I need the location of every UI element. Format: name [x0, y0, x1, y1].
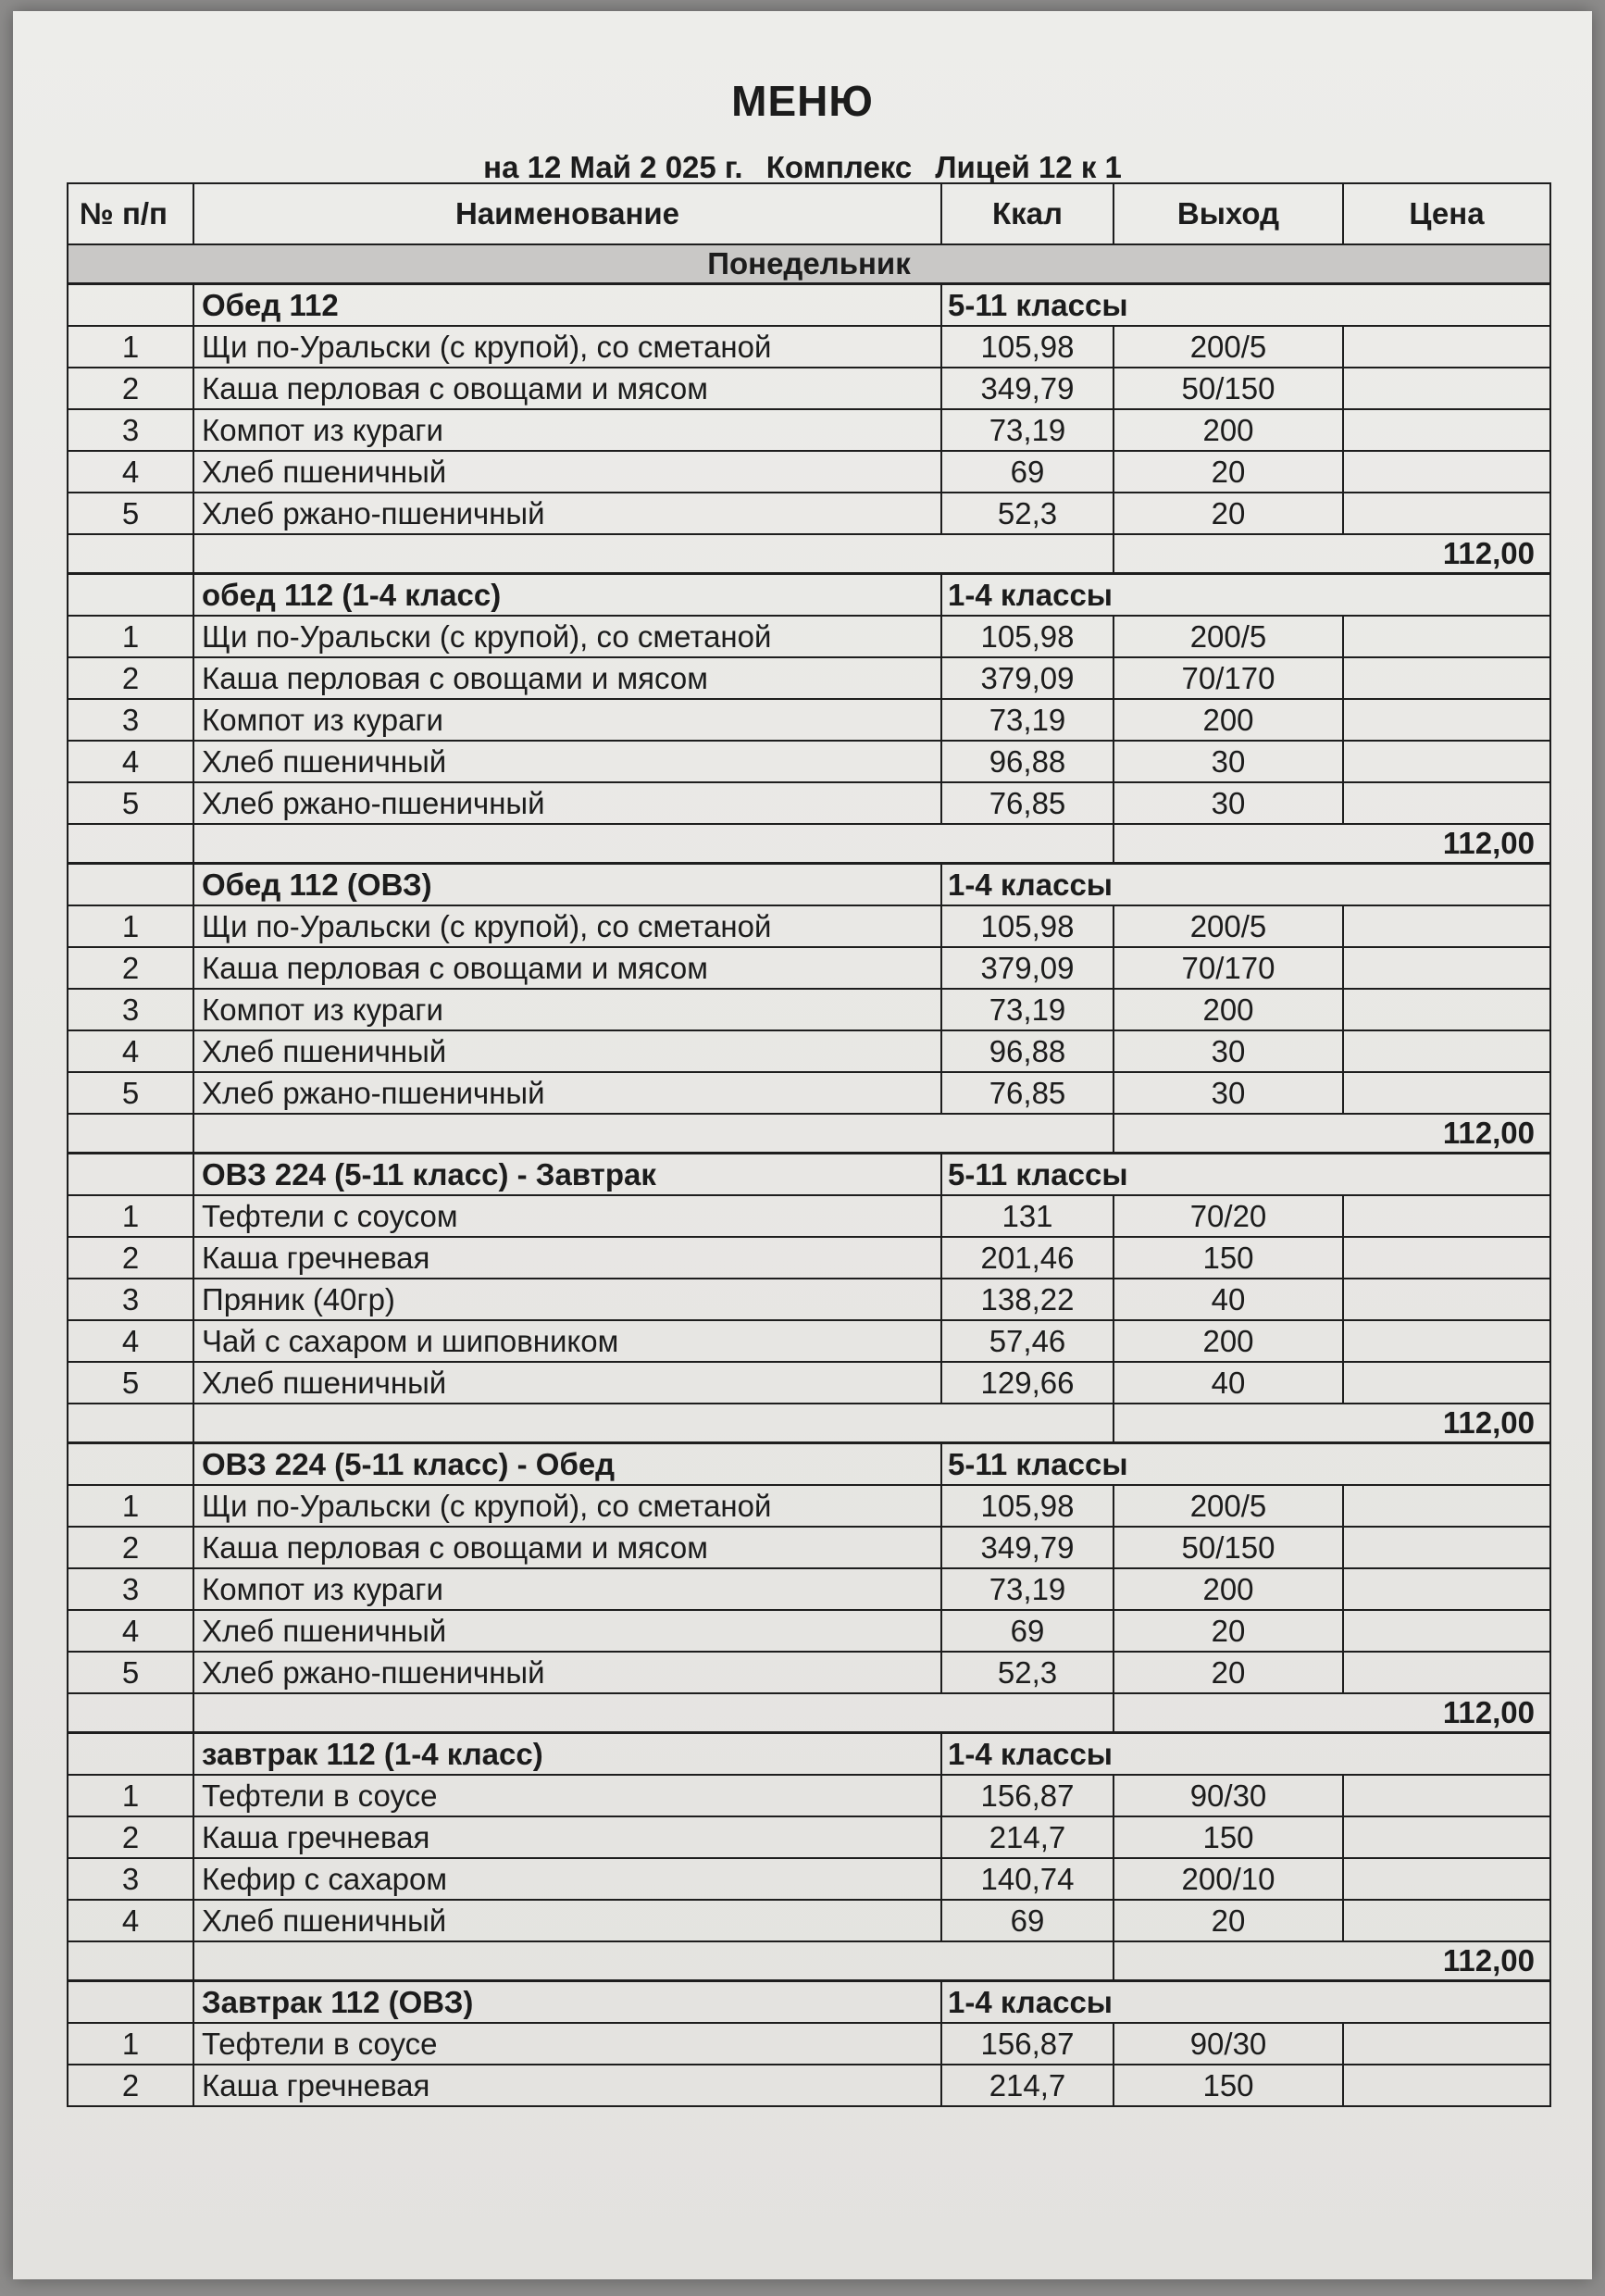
item-output: 70/20: [1114, 1195, 1343, 1237]
header-name: Наименование: [193, 183, 941, 244]
item-number: 5: [68, 782, 193, 824]
group-name: Обед 112: [193, 284, 941, 327]
item-number: 2: [68, 1816, 193, 1858]
item-kcal: 73,19: [941, 1568, 1114, 1610]
item-name: Хлеб пшеничный: [193, 451, 941, 493]
table-row: [68, 1320, 1550, 1362]
item-price: [1343, 1279, 1550, 1320]
item-output: 200/5: [1114, 616, 1343, 657]
group-name: ОВЗ 224 (5-11 класс) - Обед: [193, 1443, 941, 1486]
table-row: [68, 1900, 1550, 1941]
header-num: № п/п: [68, 183, 193, 244]
group-total-price: 112,00: [1114, 1404, 1550, 1443]
item-output: 200/5: [1114, 326, 1343, 368]
total-empty-cell: [68, 824, 193, 864]
group-name: Завтрак 112 (ОВЗ): [193, 1981, 941, 2024]
group-total-price: 112,00: [1114, 1693, 1550, 1733]
item-kcal: 96,88: [941, 741, 1114, 782]
complex-label: Комплекс: [765, 150, 913, 184]
table-row: [68, 1858, 1550, 1900]
group-classes: 1-4 классы: [941, 1981, 1550, 2024]
item-number: 1: [68, 616, 193, 657]
item-price: [1343, 741, 1550, 782]
page-title: МЕНЮ: [731, 77, 874, 125]
group-name: ОВЗ 224 (5-11 класс) - Завтрак: [193, 1154, 941, 1196]
item-output: 200: [1114, 699, 1343, 741]
group-num-cell: [68, 574, 193, 617]
table-row: [68, 1816, 1550, 1858]
item-kcal: 105,98: [941, 905, 1114, 947]
item-output: 200/5: [1114, 905, 1343, 947]
item-number: 4: [68, 1030, 193, 1072]
item-price: [1343, 947, 1550, 989]
table-row: [68, 451, 1550, 493]
item-number: 5: [68, 1652, 193, 1693]
item-number: 3: [68, 699, 193, 741]
item-output: 90/30: [1114, 1775, 1343, 1816]
item-output: 200: [1114, 409, 1343, 451]
item-kcal: 131: [941, 1195, 1114, 1237]
item-name: Тефтели в соусе: [193, 2023, 941, 2065]
group-classes: 1-4 классы: [941, 574, 1550, 617]
table-row: [68, 2023, 1550, 2065]
item-price: [1343, 409, 1550, 451]
item-name: Хлеб ржано-пшеничный: [193, 493, 941, 534]
total-empty-cell: [68, 1114, 193, 1154]
item-output: 40: [1114, 1362, 1343, 1404]
item-output: 70/170: [1114, 657, 1343, 699]
item-price: [1343, 1652, 1550, 1693]
item-price: [1343, 1568, 1550, 1610]
item-kcal: 76,85: [941, 782, 1114, 824]
item-name: Щи по-Уральски (с крупой), со сметаной: [193, 905, 941, 947]
header-kcal: Ккал: [941, 183, 1114, 244]
item-number: 1: [68, 326, 193, 368]
item-price: [1343, 1030, 1550, 1072]
item-number: 4: [68, 741, 193, 782]
item-name: Компот из кураги: [193, 989, 941, 1030]
item-name: Тефтели с соусом: [193, 1195, 941, 1237]
item-kcal: 73,19: [941, 989, 1114, 1030]
item-number: 2: [68, 368, 193, 409]
item-number: 1: [68, 2023, 193, 2065]
item-output: 30: [1114, 1030, 1343, 1072]
item-kcal: 96,88: [941, 1030, 1114, 1072]
total-empty-cell: [68, 1404, 193, 1443]
item-number: 1: [68, 1775, 193, 1816]
item-name: Хлеб ржано-пшеничный: [193, 1652, 941, 1693]
header-output: Выход: [1114, 183, 1343, 244]
item-number: 2: [68, 947, 193, 989]
item-name: Компот из кураги: [193, 409, 941, 451]
menu-table: [67, 182, 1551, 2107]
group-header-row: [68, 574, 1550, 617]
item-number: 2: [68, 1237, 193, 1279]
group-classes: 1-4 классы: [941, 1733, 1550, 1776]
header-price: Цена: [1343, 183, 1550, 244]
group-name: обед 112 (1-4 класс): [193, 574, 941, 617]
item-price: [1343, 782, 1550, 824]
item-number: 2: [68, 1527, 193, 1568]
item-kcal: 73,19: [941, 409, 1114, 451]
group-header-row: [68, 1154, 1550, 1196]
item-kcal: 69: [941, 1610, 1114, 1652]
item-name: Чай с сахаром и шиповником: [193, 1320, 941, 1362]
total-empty-cell: [68, 1941, 193, 1981]
menu-sheet: [13, 11, 1592, 2279]
table-row: [68, 368, 1550, 409]
item-price: [1343, 1485, 1550, 1527]
group-classes: 5-11 классы: [941, 1443, 1550, 1486]
item-number: 1: [68, 1195, 193, 1237]
item-price: [1343, 1527, 1550, 1568]
total-empty-cell: [193, 1941, 1114, 1981]
group-total-row: [68, 1404, 1550, 1443]
item-price: [1343, 989, 1550, 1030]
item-kcal: 52,3: [941, 1652, 1114, 1693]
item-price: [1343, 1237, 1550, 1279]
group-num-cell: [68, 1443, 193, 1486]
item-kcal: 214,7: [941, 2065, 1114, 2106]
table-row: [68, 1568, 1550, 1610]
item-output: 30: [1114, 1072, 1343, 1114]
item-number: 4: [68, 1900, 193, 1941]
total-empty-cell: [193, 1114, 1114, 1154]
group-name: Обед 112 (ОВЗ): [193, 864, 941, 906]
item-name: Хлеб пшеничный: [193, 741, 941, 782]
group-total-row: [68, 1693, 1550, 1733]
table-row: [68, 741, 1550, 782]
item-number: 3: [68, 1858, 193, 1900]
item-name: Щи по-Уральски (с крупой), со сметаной: [193, 616, 941, 657]
item-number: 3: [68, 1279, 193, 1320]
table-row: [68, 905, 1550, 947]
group-num-cell: [68, 864, 193, 906]
item-name: Компот из кураги: [193, 1568, 941, 1610]
table-row: [68, 947, 1550, 989]
item-number: 4: [68, 451, 193, 493]
item-output: 200/10: [1114, 1858, 1343, 1900]
item-output: 70/170: [1114, 947, 1343, 989]
item-price: [1343, 1816, 1550, 1858]
item-price: [1343, 1900, 1550, 1941]
item-output: 50/150: [1114, 1527, 1343, 1568]
item-kcal: 76,85: [941, 1072, 1114, 1114]
item-name: Каша перловая с овощами и мясом: [193, 657, 941, 699]
item-price: [1343, 905, 1550, 947]
item-name: Пряник (40гр): [193, 1279, 941, 1320]
item-name: Хлеб пшеничный: [193, 1362, 941, 1404]
item-price: [1343, 2023, 1550, 2065]
table-row: [68, 657, 1550, 699]
item-price: [1343, 616, 1550, 657]
item-kcal: 156,87: [941, 2023, 1114, 2065]
total-empty-cell: [68, 1693, 193, 1733]
item-number: 5: [68, 1072, 193, 1114]
item-number: 4: [68, 1320, 193, 1362]
school-name: Лицей 12 к 1: [935, 150, 1122, 184]
item-kcal: 73,19: [941, 699, 1114, 741]
table-row: [68, 1237, 1550, 1279]
group-total-row: [68, 824, 1550, 864]
item-kcal: 129,66: [941, 1362, 1114, 1404]
group-total-price: 112,00: [1114, 534, 1550, 574]
item-output: 150: [1114, 1237, 1343, 1279]
group-num-cell: [68, 1154, 193, 1196]
total-empty-cell: [193, 1404, 1114, 1443]
item-name: Щи по-Уральски (с крупой), со сметаной: [193, 1485, 941, 1527]
item-name: Хлеб пшеничный: [193, 1610, 941, 1652]
item-number: 1: [68, 905, 193, 947]
item-kcal: 349,79: [941, 1527, 1114, 1568]
item-kcal: 140,74: [941, 1858, 1114, 1900]
item-name: Хлеб ржано-пшеничный: [193, 782, 941, 824]
item-output: 20: [1114, 1652, 1343, 1693]
group-classes: 1-4 классы: [941, 864, 1550, 906]
group-header-row: [68, 1733, 1550, 1776]
item-kcal: 105,98: [941, 326, 1114, 368]
table-row: [68, 326, 1550, 368]
item-output: 20: [1114, 493, 1343, 534]
table-header-row: [68, 183, 1550, 244]
item-name: Хлеб пшеничный: [193, 1030, 941, 1072]
item-price: [1343, 1610, 1550, 1652]
item-kcal: 52,3: [941, 493, 1114, 534]
item-output: 150: [1114, 1816, 1343, 1858]
item-price: [1343, 1858, 1550, 1900]
group-num-cell: [68, 1981, 193, 2024]
item-kcal: 156,87: [941, 1775, 1114, 1816]
total-empty-cell: [193, 534, 1114, 574]
item-name: Каша гречневая: [193, 2065, 941, 2106]
item-price: [1343, 1195, 1550, 1237]
day-row: [68, 244, 1550, 284]
item-output: 20: [1114, 451, 1343, 493]
item-kcal: 57,46: [941, 1320, 1114, 1362]
item-kcal: 214,7: [941, 1816, 1114, 1858]
item-price: [1343, 2065, 1550, 2106]
table-row: [68, 616, 1550, 657]
group-total-price: 112,00: [1114, 1114, 1550, 1154]
item-output: 200: [1114, 1568, 1343, 1610]
group-classes: 5-11 классы: [941, 284, 1550, 327]
group-total-row: [68, 1114, 1550, 1154]
item-kcal: 105,98: [941, 1485, 1114, 1527]
item-name: Кефир с сахаром: [193, 1858, 941, 1900]
item-number: 5: [68, 493, 193, 534]
item-output: 30: [1114, 741, 1343, 782]
group-total-price: 112,00: [1114, 1941, 1550, 1981]
total-empty-cell: [68, 534, 193, 574]
item-output: 90/30: [1114, 2023, 1343, 2065]
item-price: [1343, 493, 1550, 534]
group-header-row: [68, 864, 1550, 906]
item-name: Хлеб пшеничный: [193, 1900, 941, 1941]
group-total-row: [68, 534, 1550, 574]
group-header-row: [68, 284, 1550, 327]
item-kcal: 349,79: [941, 368, 1114, 409]
item-name: Щи по-Уральски (с крупой), со сметаной: [193, 326, 941, 368]
item-output: 200/5: [1114, 1485, 1343, 1527]
item-number: 3: [68, 989, 193, 1030]
item-name: Компот из кураги: [193, 699, 941, 741]
group-total-price: 112,00: [1114, 824, 1550, 864]
group-classes: 5-11 классы: [941, 1154, 1550, 1196]
group-num-cell: [68, 284, 193, 327]
table-row: [68, 1652, 1550, 1693]
item-output: 150: [1114, 2065, 1343, 2106]
item-price: [1343, 699, 1550, 741]
total-empty-cell: [193, 824, 1114, 864]
day-label: Понедельник: [68, 244, 1550, 284]
item-price: [1343, 1775, 1550, 1816]
item-kcal: 379,09: [941, 947, 1114, 989]
item-name: Каша перловая с овощами и мясом: [193, 368, 941, 409]
item-kcal: 69: [941, 1900, 1114, 1941]
item-price: [1343, 1320, 1550, 1362]
table-row: [68, 1485, 1550, 1527]
group-total-row: [68, 1941, 1550, 1981]
item-price: [1343, 1362, 1550, 1404]
item-number: 1: [68, 1485, 193, 1527]
item-kcal: 138,22: [941, 1279, 1114, 1320]
menu-date: на 12 Май 2 025 г.: [483, 150, 743, 184]
menu-body: [68, 244, 1550, 2106]
group-header-row: [68, 1981, 1550, 2024]
item-output: 30: [1114, 782, 1343, 824]
item-number: 5: [68, 1362, 193, 1404]
item-output: 50/150: [1114, 368, 1343, 409]
table-row: [68, 1610, 1550, 1652]
table-row: [68, 1195, 1550, 1237]
group-num-cell: [68, 1733, 193, 1776]
item-name: Каша перловая с овощами и мясом: [193, 947, 941, 989]
item-kcal: 201,46: [941, 1237, 1114, 1279]
item-output: 20: [1114, 1900, 1343, 1941]
table-row: [68, 1279, 1550, 1320]
item-number: 2: [68, 657, 193, 699]
item-output: 20: [1114, 1610, 1343, 1652]
table-row: [68, 493, 1550, 534]
item-name: Каша гречневая: [193, 1816, 941, 1858]
item-kcal: 379,09: [941, 657, 1114, 699]
item-name: Каша перловая с овощами и мясом: [193, 1527, 941, 1568]
item-kcal: 69: [941, 451, 1114, 493]
table-row: [68, 2065, 1550, 2106]
table-row: [68, 1072, 1550, 1114]
table-row: [68, 989, 1550, 1030]
group-name: завтрак 112 (1-4 класс): [193, 1733, 941, 1776]
table-row: [68, 1030, 1550, 1072]
item-kcal: 105,98: [941, 616, 1114, 657]
item-name: Тефтели в соусе: [193, 1775, 941, 1816]
table-row: [68, 409, 1550, 451]
table-row: [68, 699, 1550, 741]
table-row: [68, 1775, 1550, 1816]
item-number: 3: [68, 1568, 193, 1610]
item-output: 200: [1114, 1320, 1343, 1362]
group-header-row: [68, 1443, 1550, 1486]
table-row: [68, 1527, 1550, 1568]
item-output: 40: [1114, 1279, 1343, 1320]
item-number: 3: [68, 409, 193, 451]
item-number: 2: [68, 2065, 193, 2106]
table-row: [68, 782, 1550, 824]
item-number: 4: [68, 1610, 193, 1652]
item-price: [1343, 326, 1550, 368]
table-row: [68, 1362, 1550, 1404]
item-name: Хлеб ржано-пшеничный: [193, 1072, 941, 1114]
item-price: [1343, 368, 1550, 409]
total-empty-cell: [193, 1693, 1114, 1733]
page-subtitle: [13, 150, 1592, 185]
item-price: [1343, 657, 1550, 699]
item-price: [1343, 451, 1550, 493]
item-name: Каша гречневая: [193, 1237, 941, 1279]
item-price: [1343, 1072, 1550, 1114]
item-output: 200: [1114, 989, 1343, 1030]
